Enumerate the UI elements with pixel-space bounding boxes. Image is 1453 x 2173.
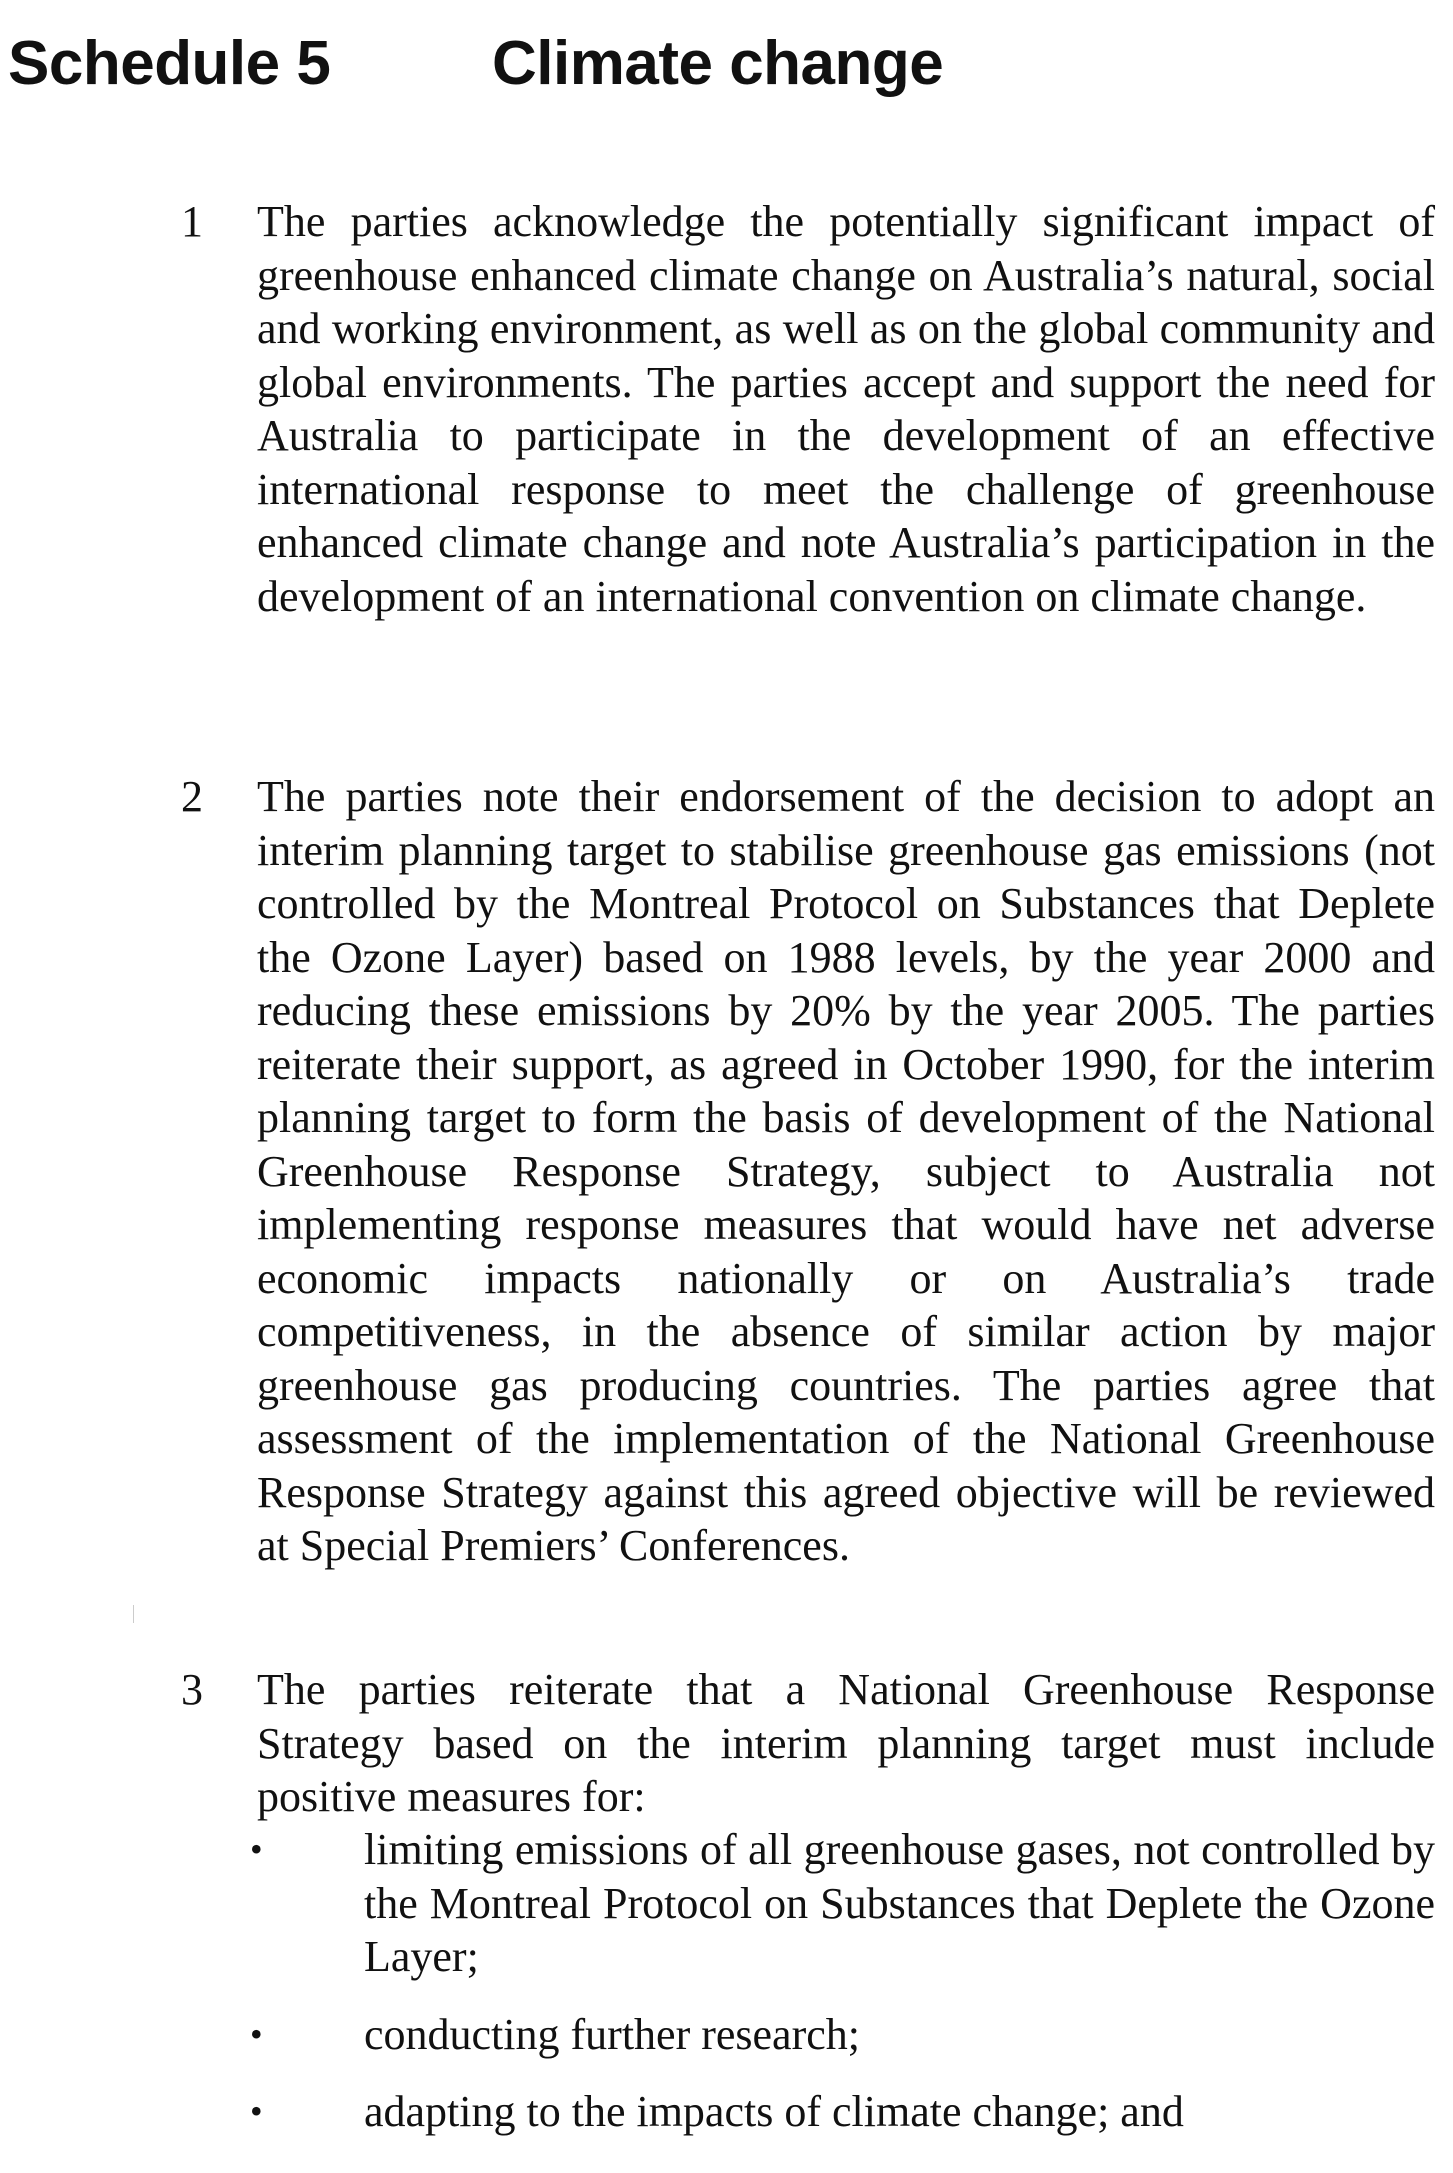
clause-number: 1 xyxy=(181,197,203,246)
clause-number: 2 xyxy=(181,772,203,821)
bullet-marker: • xyxy=(250,1829,263,1869)
bullet-marker: • xyxy=(250,2013,263,2054)
bullet-list xyxy=(0,1823,1453,2163)
list-item-text: conducting further research; xyxy=(364,2009,860,2059)
clause-number: 3 xyxy=(181,1665,203,1714)
clause-text: The parties acknowledge the potentially significant impact of greenhouse enhanced climate change on Australia’s natural, social and working environment, as well as on the global community and global environments. The parties accept and support the need for Australia to participate in the development of an effective international response to meet the challenge of greenhouse enhanced climate change and note Australia’s participation in the development of an international convention on climate change. xyxy=(257,197,1435,621)
margin-mark xyxy=(133,1605,134,1623)
clause-text: The parties reiterate that a National Greenhouse Response Strategy based on the interim planning target must include positive measures for: xyxy=(257,1665,1435,1821)
list-item xyxy=(0,2085,1453,2139)
list-item xyxy=(0,1823,1453,1984)
clause-text: The parties note their endorsement of the decision to adopt an interim planning target to stabilise greenhouse gas emissions (not controlled by the Montreal Protocol on Substances that Deplete the Ozone Layer) based on 1988 levels, by the year 2000 and reducing these emissions by 20% by the year 2005. The parties reiterate their support, as agreed in October 1990, for the interim planning target to form the basis of development of the National Greenhouse Response Strategy, subject to Australia not implementing response measures that would have net adverse economic impacts nationally or on Australia’s trade competitiveness, in the absence of similar action by major greenhouse gas producing countries. The parties agree that assessment of the implementation of the National Greenhouse Response Strategy against this agreed objective will be reviewed at Special Premiers’ Conferences. xyxy=(257,772,1435,1570)
bullet-marker: • xyxy=(250,2091,263,2131)
list-item xyxy=(0,2008,1453,2062)
page-heading xyxy=(8,26,943,102)
schedule-number: Schedule 5 xyxy=(8,29,331,98)
list-item-text: limiting emissions of all greenhouse gases, not controlled by the Montreal Protocol on Substances that Deplete the Ozone Layer; xyxy=(364,1825,1435,1981)
list-item-text: adapting to the impacts of climate change; and xyxy=(364,2087,1184,2136)
schedule-title: Climate change xyxy=(492,29,944,98)
